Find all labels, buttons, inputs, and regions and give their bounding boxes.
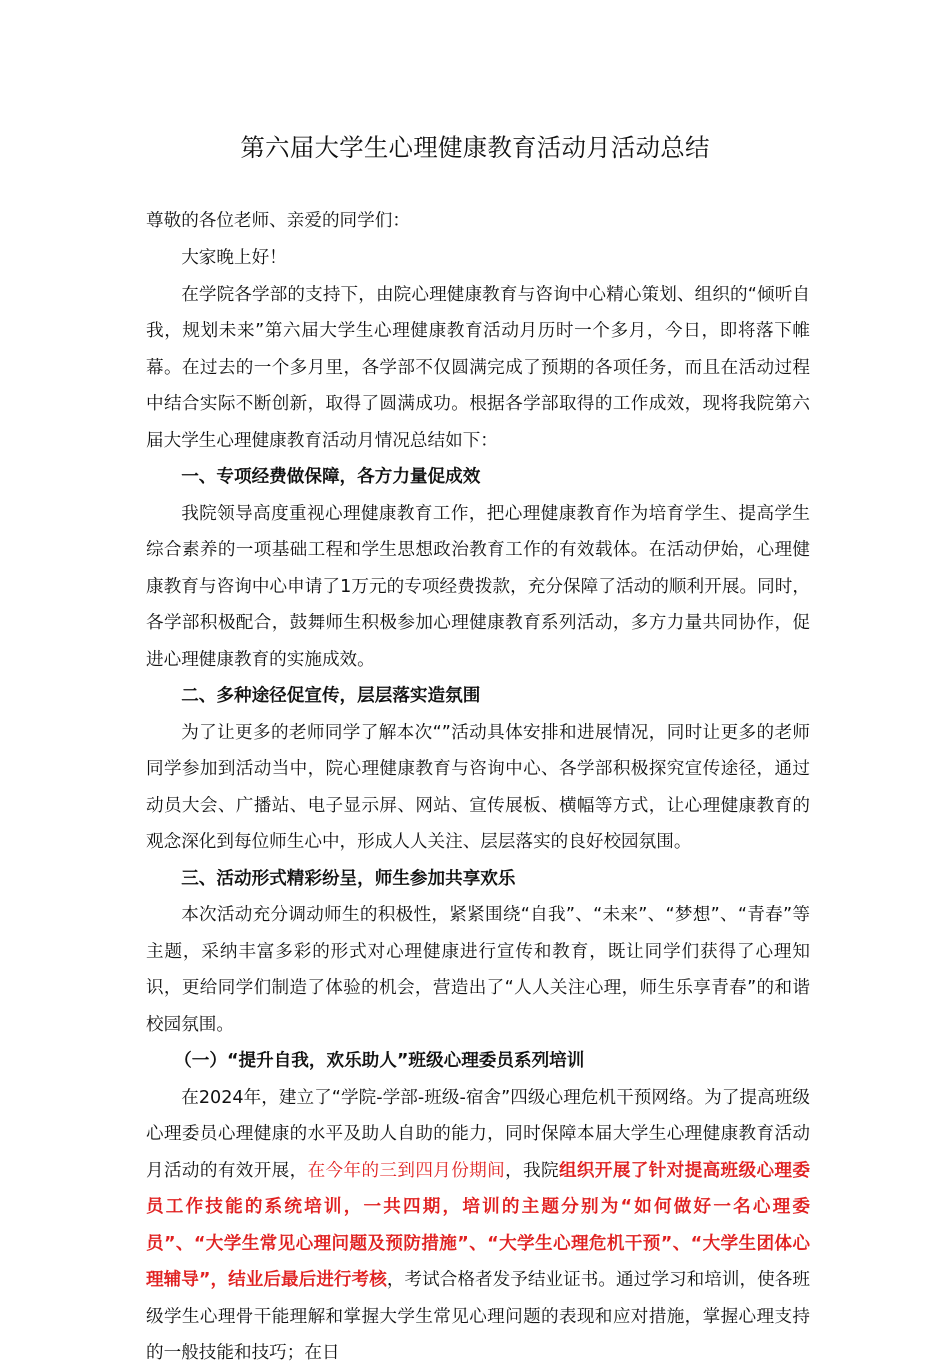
section-heading-1: 一、专项经费做保障，各方力量促成效 (181, 467, 481, 487)
section-paragraph-1: 我院领导高度重视心理健康教育工作，把心理健康教育作为培育学生、提高学生综合素养的一项基础工程和学生思想政治教育工作的有效载体。在活动伊始，心理健康教育与咨询中心申请了1万元的专项经费拨款，充分保障了活动的顺利开展。同时，各学部积极配合，鼓舞师生积极参加心理健康教育系列活动，多方力量共同协作，促进心理健康教育的实施成效。 (146, 503, 810, 670)
greeting: 大家晚上好！ (181, 248, 287, 268)
sub1-text-part1: 在2024年，建立了“学院-学部-班级-宿舍”四级心理危机干预网络。为了提高班级心理委员心理健康的水平及助人自助的能力，同时保障本届大学生心理健康教育活动月活动的有效开展， (146, 1087, 810, 1181)
sub1-highlight-period: 在今年的三到四月份期间 (307, 1160, 506, 1181)
section-heading-2: 二、多种途径促宣传，层层落实造氛围 (181, 686, 481, 706)
section-paragraph-2: 为了让更多的老师同学了解本次“”活动具体安排和进展情况，同时让更多的老师同学参加到活动当中，院心理健康教育与咨询中心、各学部积极探究宣传途径，通过动员大会、广播站、电子显示屏、网站、宣传展板、横幅等方式，让心理健康教育的观念深化到每位师生心中，形成人人关注、层层落实的良好校园氛围。 (146, 722, 810, 852)
intro-paragraph: 在学院各学部的支持下，由院心理健康教育与咨询中心精心策划、组织的“倾听自我，规划未来”第六届大学生心理健康教育活动月历时一个多月，今日，即将落下帷幕。在过去的一个多月里，各学部不仅圆满完成了预期的各项任务，而且在活动过程中结合实际不断创新，取得了圆满成功。根据各学部取得的工作成效，现将我院第六届大学生心理健康教育活动月情况总结如下： (146, 284, 810, 451)
section-heading-3: 三、活动形式精彩纷呈，师生参加共享欢乐 (181, 868, 516, 889)
document-body (146, 240, 810, 1372)
sub1-text-part2: ，我院 (505, 1160, 559, 1181)
subsection-heading-1: （一）“提升自我，欢乐助人”班级心理委员系列培训 (174, 1051, 585, 1071)
subsection-paragraph-1 (146, 1080, 810, 1372)
salutation: 尊敬的各位老师、亲爱的同学们： (146, 211, 410, 231)
section-paragraph-3: 本次活动充分调动师生的积极性，紧紧围绕“自我”、“未来”、“梦想”、“青春”等主题，采纳丰富多彩的形式对心理健康进行宣传和教育，既让同学们获得了心理知识，更给同学们制造了体验的机会，营造出了“人人关注心理，师生乐享青春”的和谐校园氛围。 (146, 905, 810, 1035)
document-title: 第六届大学生心理健康教育活动月活动总结 (240, 133, 710, 162)
sub1-text-part3: ，考试合格者发予结业证书。通过学习和培训，使各班级学生心理骨干能理解和掌握大学生常见心理问题的表现和应对措施，掌握心理支持的一般技能和技巧；在日 (146, 1270, 810, 1363)
sub1-highlight-training: 组织开展了针对提高班级心理委员工作技能的系统培训，一共四期，培训的主题分别为“如何做好一名心理委员”、“大学生常见心理问题及预防措施”、“大学生心理危机干预”、“大学生团体心理辅导”，结业后最后进行考核 (146, 1160, 810, 1290)
